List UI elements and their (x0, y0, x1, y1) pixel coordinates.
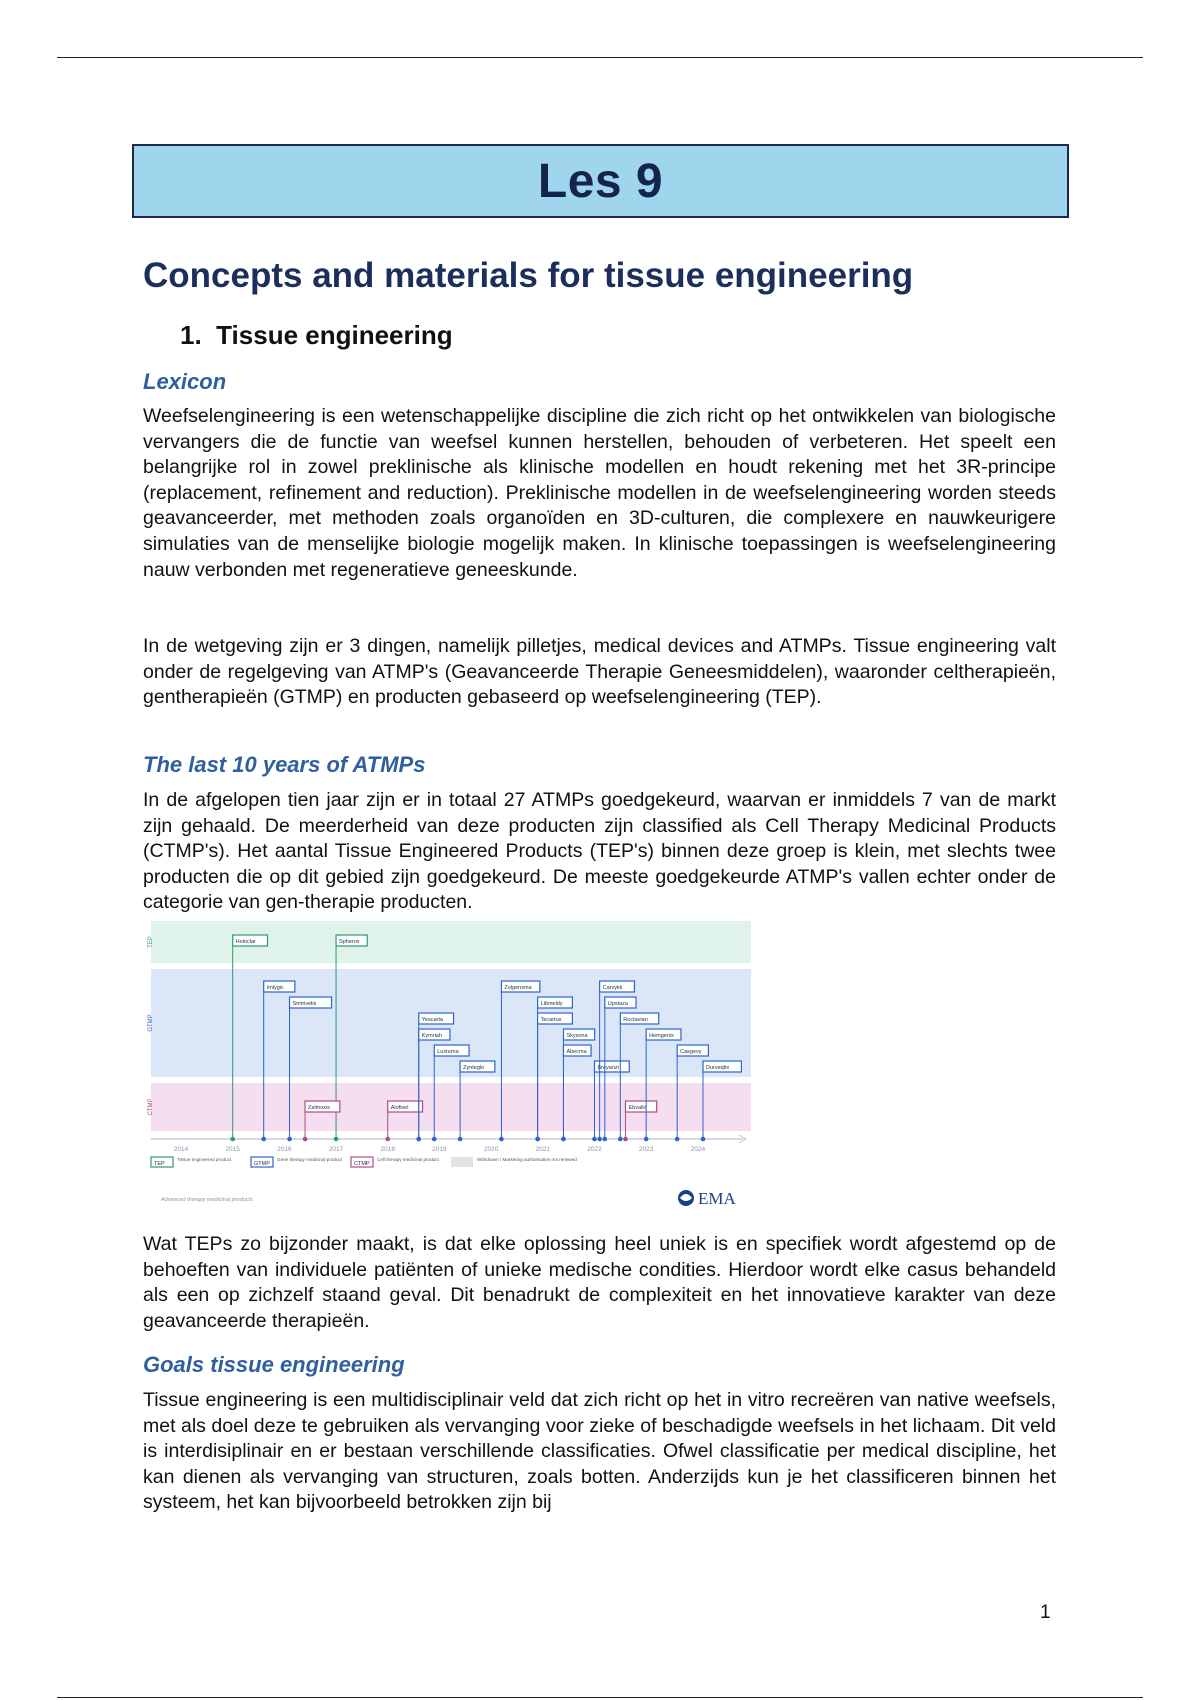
lexicon-paragraph-1: Weefselengineering is een wetenschappelijke discipline die zich richt op het ontwikkelen van biologische vervangers die de functie van weefsel kunnen herstellen, behouden of verbeteren. Het speelt een belangrijke rol in zowel preklinische als klinische modellen en houdt rekening met het 3R-principe (replacement, refinement and reduction). Preklinische modellen in de weefselengineering worden steeds geavanceerder, met methoden zoals organoïden en 3D-culturen, die complexere en nauwkeurigere simulaties van de menselijke biologie mogelijk maken. In klinische toepassingen is weefselengineering nauw verbonden met regeneratieve geneeskunde. (143, 405, 1056, 581)
item-label: Durveqtix (706, 1065, 730, 1071)
legend-text: Gene therapy medicinal product (277, 1157, 343, 1162)
item-label: Spherox (339, 939, 360, 945)
year-tick-label: 2024 (690, 1146, 706, 1153)
goals-heading: Goals tissue engineering (143, 1352, 405, 1377)
band-label-tep: TEP (148, 936, 154, 948)
item-dot (535, 1137, 540, 1142)
item-label: Skysona (566, 1033, 588, 1039)
atmps-paragraph-1: In de afgelopen tien jaar zijn er in totaal 27 ATMPs goedgekeurd, waarvan er inmiddels 7 van de markt zijn gehaald. De meerderheid van deze producten zijn classified als Cell Therapy Medicinal Products (CTMP's). Het aantal Tissue Engineered Products (TEP's) binnen deze groep is klein, met slechts twee producten die op dit gebied zijn goedgekeurd. De meeste goedgekeurde ATMP's vallen echter onder de categorie van gen-therapie producten. (143, 789, 1056, 914)
item-label: Ebvallo (628, 1105, 647, 1111)
band-ctmp (151, 1083, 751, 1131)
item-label: Zynteglo (463, 1065, 485, 1071)
item-dot (261, 1137, 266, 1142)
item-label: Strimvelis (292, 1001, 317, 1007)
legend-code: GTMP (254, 1161, 270, 1167)
item-dot (603, 1137, 608, 1142)
item-dot (385, 1137, 390, 1142)
item-label: Luxturna (437, 1049, 459, 1055)
item-label: Imlygic (266, 985, 284, 991)
item-dot (334, 1137, 339, 1142)
item-dot (592, 1137, 597, 1142)
item-label: Yescarta (421, 1017, 443, 1023)
year-tick-label: 2018 (380, 1146, 395, 1153)
item-dot (287, 1137, 292, 1142)
title-banner (132, 144, 1069, 218)
item-label: Abecma (566, 1049, 587, 1055)
item-label: Zalmoxis (308, 1105, 331, 1111)
item-label: Hemgenix (649, 1033, 674, 1039)
section-heading (180, 320, 453, 351)
bottom-rule (57, 1697, 1143, 1698)
item-dot (618, 1137, 623, 1142)
item-dot (499, 1137, 504, 1142)
legend-text: Cell therapy medicinal product (377, 1157, 439, 1162)
item-dot (675, 1137, 680, 1142)
band-label-ctmp: CTMP (148, 1098, 154, 1116)
lexicon-heading: Lexicon (143, 369, 227, 394)
legend-code: TEP (154, 1161, 165, 1167)
item-dot (416, 1137, 421, 1142)
year-tick-label: 2020 (483, 1146, 499, 1153)
legend-text: Tissue engineered product (177, 1157, 232, 1162)
goals-paragraph-1: Tissue engineering is een multidisciplinair veld dat zich richt op het in vitro recreëren van native weefsels, met als doel deze te gebruiken als vervanging voor zieke of beschadigde weefsels in het lichaam. Dit veld is interdisiplinair en er bestaan verschillende classificaties. Ofwel classificatie per medical discipline, het kan dienen als vervanging van structuren, zoals botten. Anderzijds kun je het classificeren binnen het systeem, het kan bijvoorbeeld betrokken zijn bij (143, 1389, 1056, 1514)
figure-caption: Advanced therapy medicinal products (161, 1197, 253, 1203)
item-label: Carvykti (602, 985, 623, 991)
item-dot (230, 1137, 235, 1142)
item-dot (458, 1137, 463, 1142)
item-dot (561, 1137, 566, 1142)
page-number: 1 (1040, 1602, 1051, 1623)
item-label: Breyanzi (597, 1065, 619, 1071)
item-label: Tecartus (540, 1017, 562, 1023)
year-tick-label: 2023 (638, 1146, 654, 1153)
year-tick-label: 2022 (587, 1146, 602, 1153)
item-dot (597, 1137, 602, 1142)
item-label: Libmeldy (540, 1001, 563, 1007)
atmps-paragraph-2: Wat TEPs zo bijzonder maakt, is dat elke oplossing heel uniek is en specifiek wordt afgestemd op de behoeften van individuele patiënten of unieke medische condities. Hierdoor wordt elke casus behandeld als een op zichzelf staand geval. Dit benadrukt de complexiteit en het innovatieve karakter van deze geavanceerde therapieën. (143, 1233, 1056, 1332)
item-label: Holoclar (235, 939, 256, 945)
year-tick-label: 2021 (535, 1146, 551, 1153)
atmp-timeline (143, 919, 753, 1209)
item-label: Alofisel (390, 1105, 409, 1111)
atmp-timeline-figure (143, 919, 753, 1209)
ema-logo-text: EMA (698, 1189, 736, 1208)
item-dot (644, 1137, 649, 1142)
year-tick-label: 2015 (225, 1146, 240, 1153)
page-title: Les 9 (537, 154, 664, 208)
item-label: Roctavian (623, 1017, 648, 1023)
item-label: Kymriah (421, 1033, 442, 1039)
item-label: Zolgensma (504, 985, 532, 991)
year-tick-label: 2017 (328, 1146, 344, 1153)
year-tick-label: 2019 (432, 1146, 447, 1153)
section-number: 1. (180, 320, 202, 350)
atmps-heading: The last 10 years of ATMPs (143, 752, 426, 777)
year-tick-label: 2016 (277, 1146, 292, 1153)
section-title: Tissue engineering (216, 320, 453, 350)
legend-swatch (451, 1157, 473, 1167)
main-heading: Concepts and materials for tissue engineering (143, 256, 914, 295)
band-label-gtmp: GTMP (148, 1014, 154, 1032)
item-dot (701, 1137, 706, 1142)
year-tick-label: 2014 (173, 1146, 189, 1153)
legend-code: CTMP (354, 1161, 370, 1167)
item-dot (303, 1137, 308, 1142)
item-dot (623, 1137, 628, 1142)
item-label: Casgevy (680, 1049, 702, 1055)
item-dot (432, 1137, 437, 1142)
item-label: Upstaza (607, 1001, 628, 1007)
legend-text: Withdrawn / Marketing authorisation not renewed (477, 1157, 577, 1162)
lexicon-paragraph-2: In de wetgeving zijn er 3 dingen, namelijk pilletjes, medical devices and ATMPs. Tissue engineering valt onder de regelgeving van ATMP's (Geavanceerde Therapie Geneesmiddelen), waaronder celtherapieën, gentherapieën (GTMP) en producten gebaseerd op weefselengineering (TEP). (143, 635, 1056, 709)
top-rule (57, 57, 1143, 58)
